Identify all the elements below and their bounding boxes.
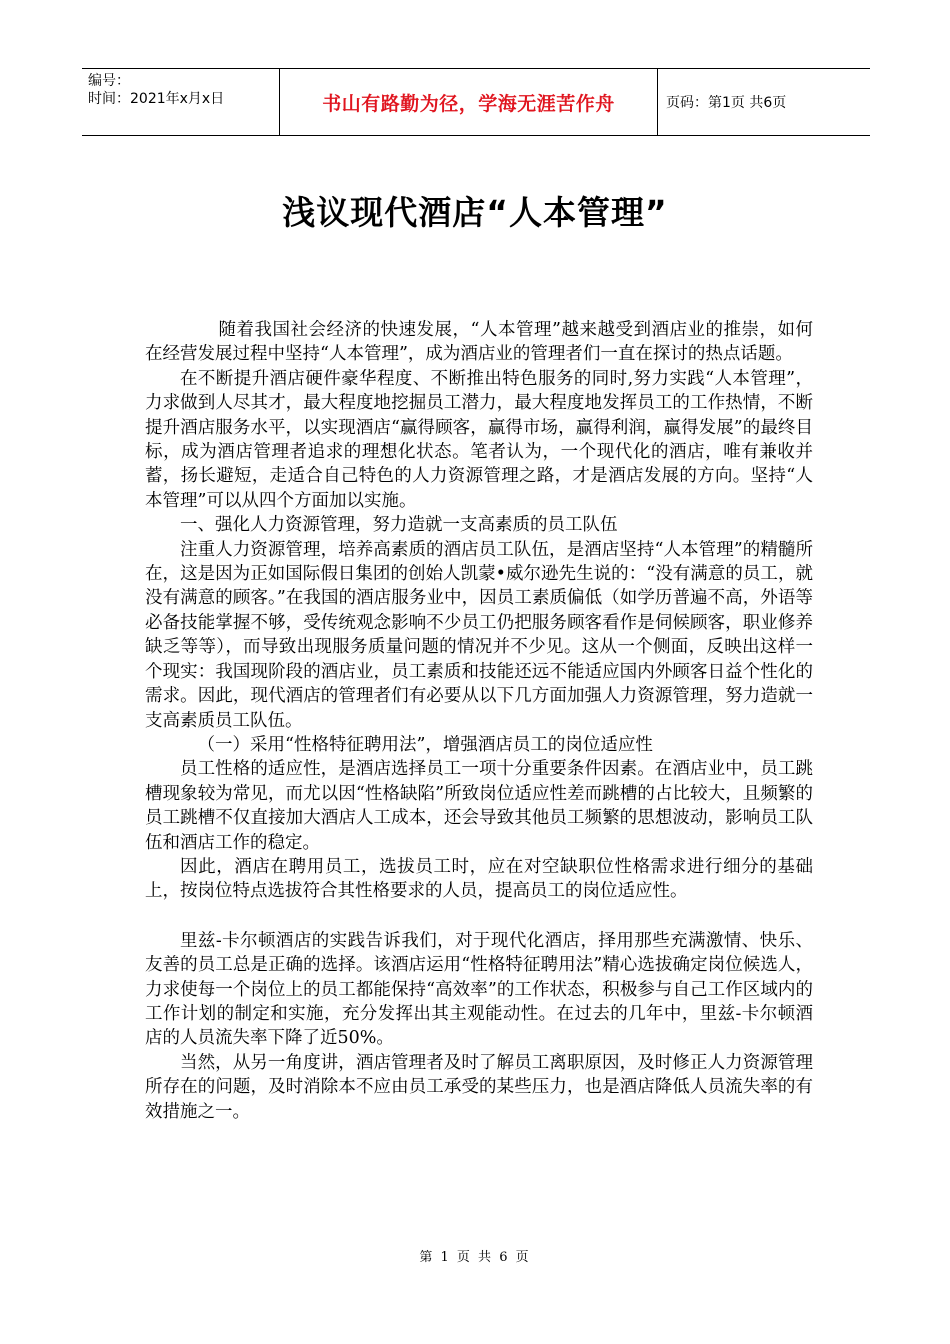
paragraph: 在不断提升酒店硬件豪华程度、不断推出特色服务的同时,努力实践“人本管理”，力求做到人尽其才，最大程度地挖掘员工潜力，最大程度地发挥员工的工作热情，不断提升酒店服务水平，以实现酒店“赢得顾客，赢得市场，赢得利润，赢得发展”的最终目标，成为酒店管理者追求的理想化状态。笔者认为，一个现代化的酒店，唯有兼收并蓄，扬长避短，走适合自己特色的人力资源管理之路，才是酒店发展的方向。坚持“人本管理”可以从四个方面加以实施。	[145, 368, 813, 511]
document-number-label: 编号：	[88, 73, 130, 89]
paragraph: 注重人力资源管理，培养高素质的酒店员工队伍，是酒店坚持“人本管理”的精髓所在，这是因为正如国际假日集团的创始人凯蒙•威尔逊先生说的：“没有满意的员工，就没有满意的顾客。”在我国的酒店服务业中，因员工素质偏低（如学历普遍不高，外语等必备技能掌握不够，受传统观念影响不少员工仍把服务顾客看作是伺候顾客，职业修养缺乏等等），而导致出现服务质量问题的情况并不少见。这从一个侧面，反映出这样一个现实：我国现阶段的酒店业，员工素质和技能还远不能适应国内外顾客日益个性化的需求。因此，现代酒店的管理者们有必要从以下几方面加强人力资源管理，努力造就一支高素质员工队伍。	[145, 539, 813, 731]
paragraph: 里兹-卡尔顿酒店的实践告诉我们，对于现代化酒店，择用那些充满激情、快乐、友善的员工总是正确的选择。该酒店运用“性格特征聘用法”精心选拔确定岗位候选人，力求使每一个岗位上的员工都能保持“高效率”的工作状态，积极参与自己工作区域内的工作计划的制定和实施，充分发挥出其主观能动性。在过去的几年中，里兹-卡尔顿酒店的人员流失率下降了近50%。	[145, 930, 813, 1049]
header-page-info-cell	[658, 69, 870, 135]
section-heading: 一、强化人力资源管理，努力造就一支高素质的员工队伍	[180, 515, 618, 536]
document-header	[82, 68, 870, 136]
header-page-info: 页码：第1页 共6页	[666, 95, 787, 111]
paragraph: 随着我国社会经济的快速发展，“人本管理”越来越受到酒店业的推崇，如何在经营发展过程中坚持“人本管理”，成为酒店业的管理者们一直在探讨的热点话题。	[145, 320, 813, 365]
subsection-heading: （一）采用“性格特征聘用法”，增强酒店员工的岗位适应性	[197, 734, 653, 755]
paragraph: 因此，酒店在聘用员工，选拔员工时，应在对空缺职位性格需求进行细分的基础上，按岗位特点选拔符合其性格要求的人员，提高员工的岗位适应性。	[145, 856, 813, 902]
header-motto: 书山有路勤为径，学海无涯苦作舟	[322, 92, 615, 115]
header-meta	[82, 69, 280, 135]
paragraph: 员工性格的适应性，是酒店选择员工一项十分重要条件因素。在酒店业中，员工跳槽现象较为常见，而尤以因“性格缺陷”所致岗位适应性差而跳槽的占比较大，且频繁的员工跳槽不仅直接加大酒店人工成本，还会导致其他员工频繁的思想波动，影响员工队伍和酒店工作的稳定。	[145, 759, 813, 853]
paragraph: 当然，从另一角度讲，酒店管理者及时了解员工离职原因，及时修正人力资源管理所存在的问题，及时消除本不应由员工承受的某些压力，也是酒店降低人员流失率的有效措施之一。	[145, 1052, 813, 1122]
document-title: 浅议现代酒店“人本管理”	[282, 193, 668, 232]
document-time-label: 时间：2021年x月x日	[88, 91, 225, 107]
page-footer: 第 1 页 共 6 页	[419, 1250, 531, 1265]
document-body	[145, 318, 813, 1124]
header-motto-cell	[280, 69, 658, 135]
